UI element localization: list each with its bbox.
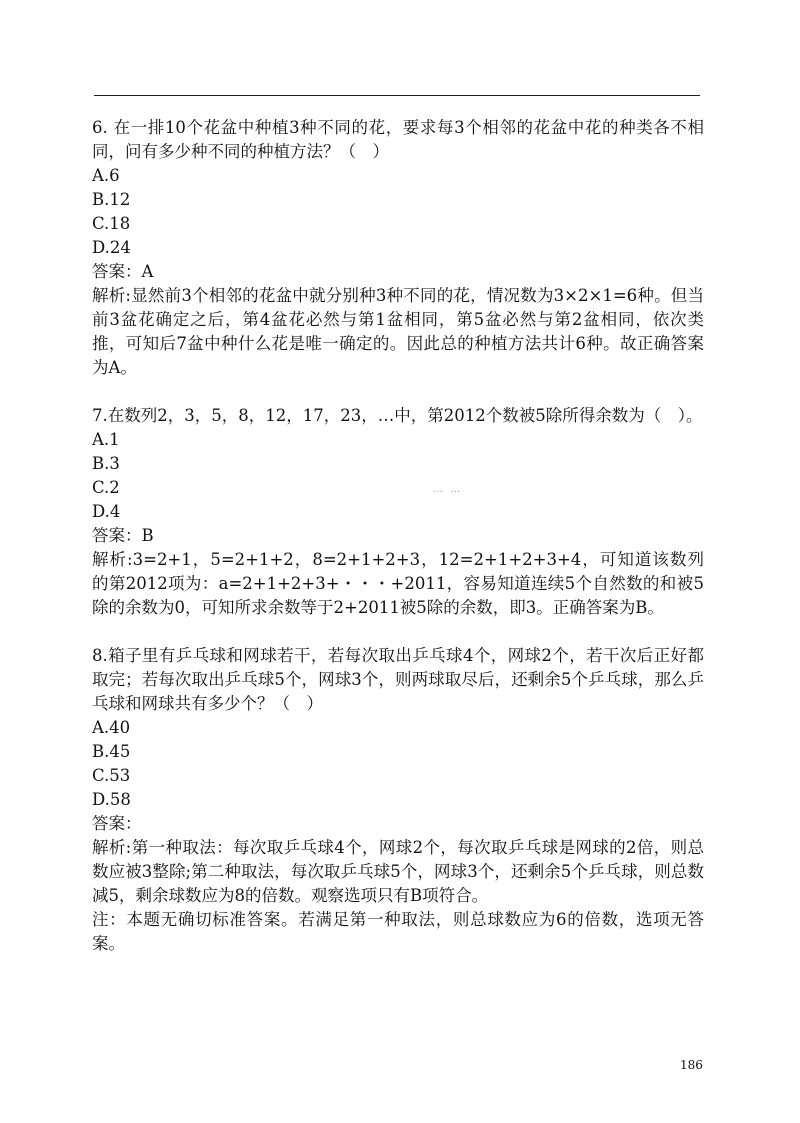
option-d: D.58: [92, 790, 131, 809]
answer: 答案：B: [92, 526, 154, 545]
analysis: 解析:第一种取法：每次取乒乓球4个，网球2个，每次取乒乓球是网球的2倍，则总数应被3整除;第二种取法，每次取乒乓球5个，网球3个，还剩余5个乒乓球，则总数减5，剩余球数应为8的倍数。观察选项只有B项符合。: [92, 838, 704, 905]
option-a: A.6: [92, 166, 120, 185]
scan-artifact: … …: [433, 484, 463, 495]
question-stem: 7.在数列2，3，5，8，12，17，23，…中，第2012个数被5除所得余数为（ ）。: [92, 406, 703, 425]
option-b: B.45: [92, 742, 131, 761]
page-content: [92, 116, 704, 980]
option-c: C.2: [92, 478, 120, 497]
option-b: B.3: [92, 454, 120, 473]
option-a: A.1: [92, 430, 120, 449]
option-c: C.53: [92, 766, 131, 785]
option-c: C.18: [92, 214, 131, 233]
header-rule: [94, 95, 700, 96]
page-number: 186: [680, 1058, 703, 1072]
answer: 答案：: [92, 814, 142, 833]
question-6: [92, 116, 704, 380]
note: 注：本题无确切标准答案。若满足第一种取法，则总球数应为6的倍数，选项无答案。: [92, 910, 704, 953]
option-b: B.12: [92, 190, 131, 209]
question-7: [92, 404, 704, 620]
question-8: [92, 644, 704, 956]
option-d: D.4: [92, 502, 121, 521]
question-stem: 8.箱子里有乒乓球和网球若干，若每次取出乒乓球4个，网球2个，若干次后正好都取完；若每次取出乒乓球5个，网球3个，则两球取尽后，还剩余5个乒乓球，那么乒乓球和网球共有多少个？（ ）: [92, 646, 704, 713]
answer: 答案：A: [92, 262, 154, 281]
question-stem: 6. 在一排10个花盆中种植3种不同的花，要求每3个相邻的花盆中花的种类各不相同，问有多少种不同的种植方法？（ ）: [92, 118, 704, 161]
option-d: D.24: [92, 238, 131, 257]
option-a: A.40: [92, 718, 131, 737]
analysis: 解析:显然前3个相邻的花盆中就分别种3种不同的花，情况数为3×2×1=6种。但当前3盆花确定之后，第4盆花必然与第1盆相同，第5盆必然与第2盆相同，依次类推，可知后7盆中种什么花是唯一确定的。因此总的种植方法共计6种。故正确答案为A。: [92, 286, 704, 377]
analysis: 解析:3=2+1，5=2+1+2，8=2+1+2+3，12=2+1+2+3+4，可知道该数列的第2012项为：a=2+1+2+3+・・・+2011，容易知道连续5个自然数的和被5除的余数为0，可知所求余数等于2+2011被5除的余数，即3。正确答案为B。: [92, 550, 704, 617]
